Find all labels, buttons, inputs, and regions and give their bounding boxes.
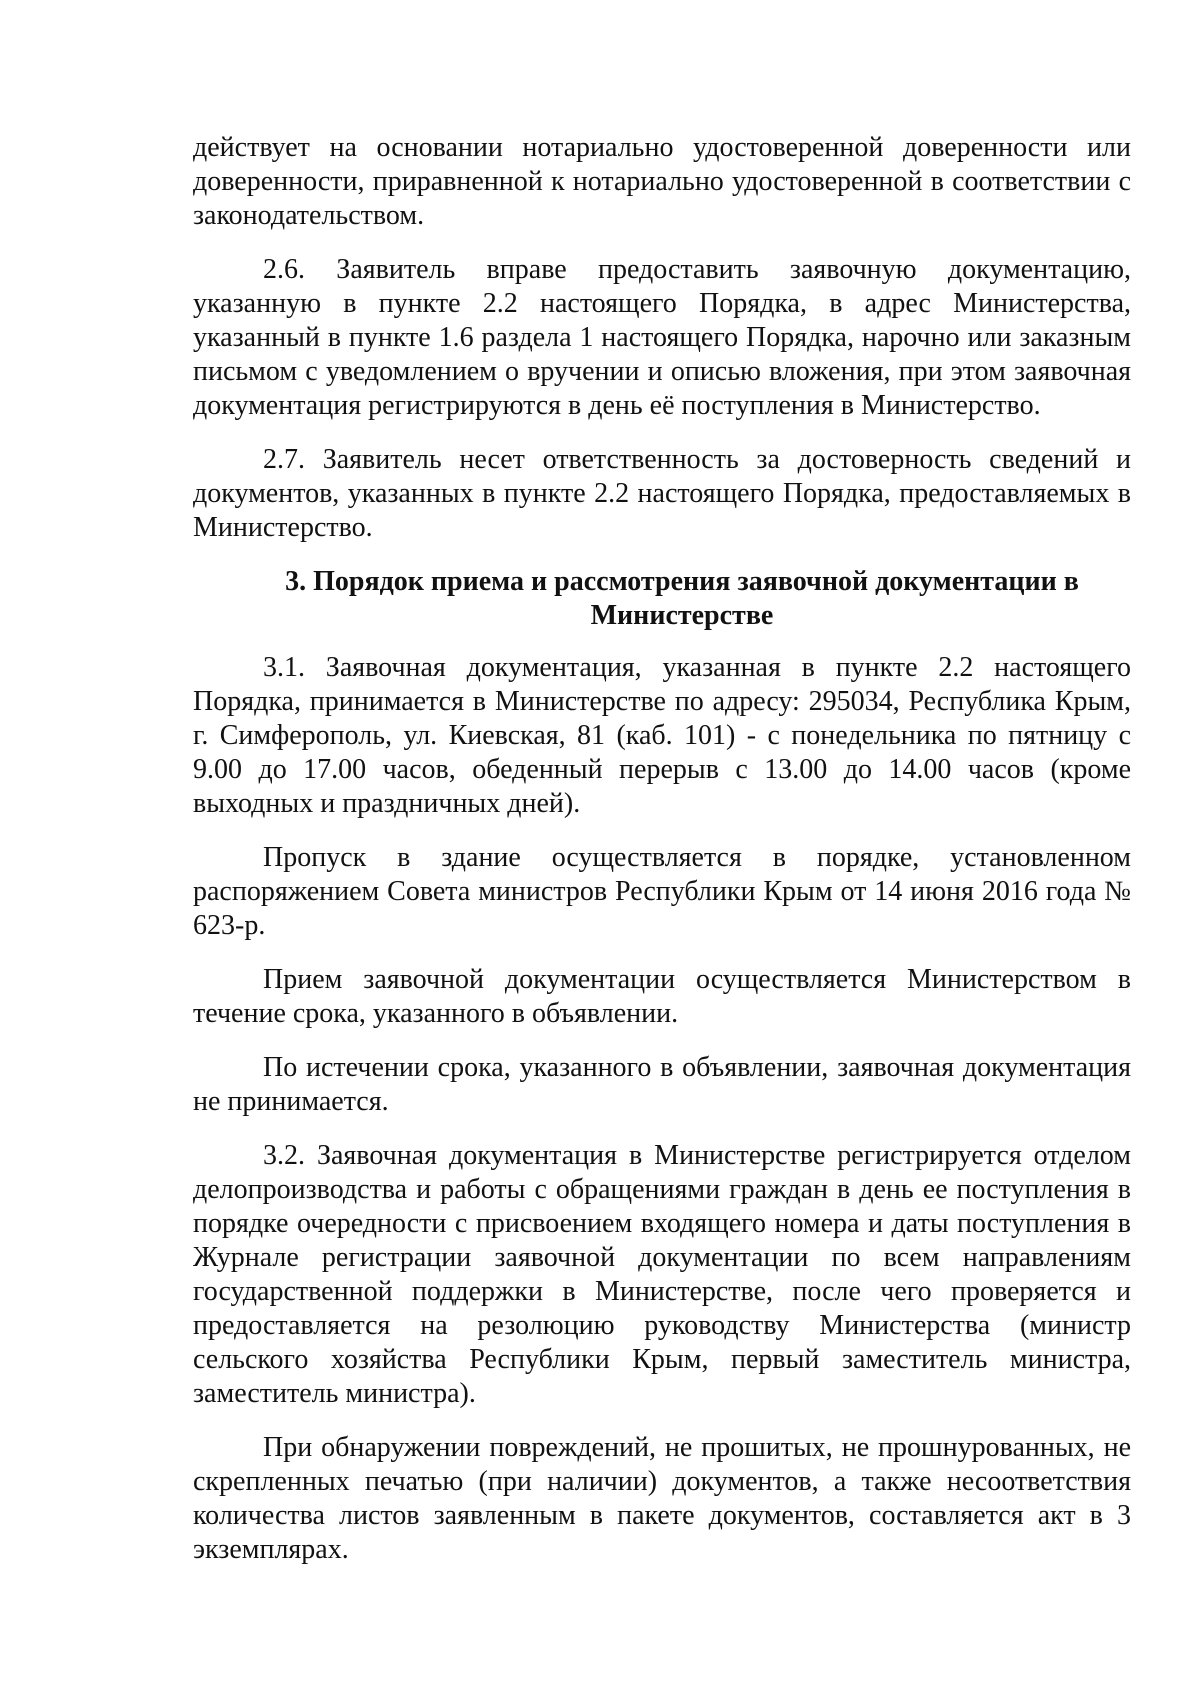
section-heading [193, 565, 1131, 633]
paragraph-3-2: 3.2. Заявочная документация в Министерстве регистрируется отделом делопроизводства и работы с обращениями граждан в день ее поступления в порядке очередности с присвоением входящего номера и даты поступления в Журнале регистрации заявочной документации по всем направлениям государственной поддержки в Министерстве, после чего проверяется и предоставляется на резолюцию руководству Министерства (министр сельского хозяйства Республики Крым, первый заместитель министра, заместитель министра). [193, 1140, 1131, 1409]
paragraph-deadline: По истечении срока, указанного в объявлении, заявочная документация не принимается. [193, 1052, 1131, 1117]
paragraph-damage-act: При обнаружении повреждений, не прошитых, не прошнурованных, не скрепленных печатью (при наличии) документов, а также несоответствия количества листов заявленным в пакете документов, составляется акт в 3 экземплярах. [193, 1432, 1131, 1565]
paragraph-continuation: действует на основании нотариально удостоверенной доверенности или доверенности, приравненной к нотариально удостоверенной в соответствии с законодательством. [193, 132, 1131, 231]
paragraph-2-6: 2.6. Заявитель вправе предоставить заявочную документацию, указанную в пункте 2.2 настоящего Порядка, в адрес Министерства, указанный в пункте 1.6 раздела 1 настоящего Порядка, нарочно или заказным письмом с уведомлением о вручении и описью вложения, при этом заявочная документация регистрируются в день её поступления в Министерство. [193, 254, 1131, 421]
paragraph-3-1: 3.1. Заявочная документация, указанная в пункте 2.2 настоящего Порядка, принимается в Министерстве по адресу: 295034, Республика Крым, г. Симферополь, ул. Киевская, 81 (каб. 101) - с понедельника по пятницу с 9.00 до 17.00 часов, обеденный перерыв с 13.00 до 14.00 часов (кроме выходных и праздничных дней). [193, 652, 1131, 819]
section-heading-line-2: Министерстве [590, 600, 774, 631]
document-body [193, 131, 1131, 1587]
paragraph-2-7: 2.7. Заявитель несет ответственность за достоверность сведений и документов, указанных в пункте 2.2 настоящего Порядка, предоставляемых в Министерство. [193, 444, 1131, 543]
section-heading-line-1: 3. Порядок приема и рассмотрения заявочной документации в [285, 566, 1079, 597]
paragraph-building-access: Пропуск в здание осуществляется в порядке, установленном распоряжением Совета министров Республики Крым от 14 июня 2016 года № 623-р. [193, 842, 1131, 941]
paragraph-acceptance-period: Прием заявочной документации осуществляется Министерством в течение срока, указанного в объявлении. [193, 964, 1131, 1029]
